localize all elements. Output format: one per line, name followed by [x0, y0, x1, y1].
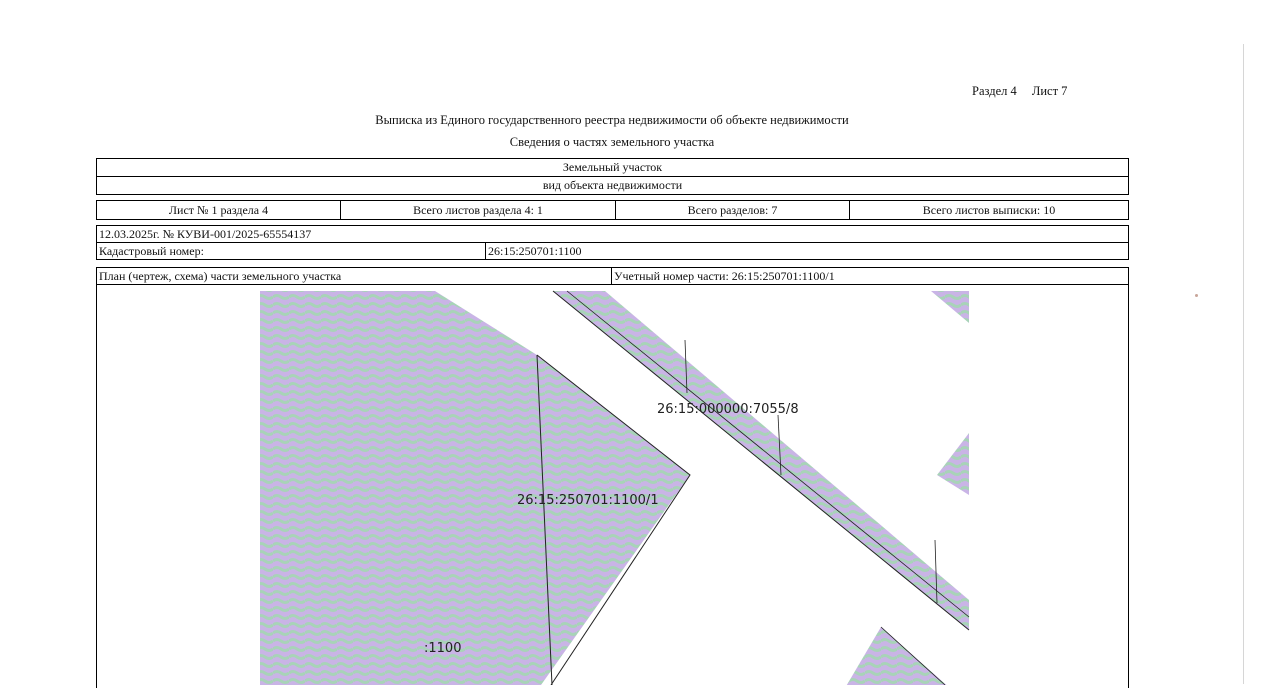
- road-label: 26:15:000000:7055/8: [657, 402, 799, 417]
- plan-drawing: [97, 285, 1128, 685]
- page-edge-line: [1243, 44, 1244, 684]
- document-title: Выписка из Единого государственного реестра недвижимости об объекте недвижимости: [375, 113, 849, 127]
- object-kind: вид объекта недвижимости: [542, 178, 683, 192]
- total-sheets-cell: Всего листов выписки: 10: [849, 201, 1128, 219]
- cadastral-value: 26:15:250701:1100: [485, 243, 582, 259]
- plan-map: [97, 285, 1128, 685]
- object-name: Земельный участок: [562, 160, 663, 174]
- summary-row: [96, 200, 1129, 220]
- plan-title: План (чертеж, схема) части земельного участка: [99, 269, 342, 283]
- total-sections-cell: Всего разделов: 7: [615, 201, 849, 219]
- sheet-number: Лист 7: [1031, 84, 1068, 98]
- record-date-number: 12.03.2025г. № КУВИ-001/2025-65554137: [99, 227, 312, 241]
- sheet-number-cell: Лист № 1 раздела 4: [168, 203, 269, 217]
- neighbour-fragment-top: [931, 291, 969, 323]
- plan-box: [96, 267, 1129, 688]
- section-sheet-label: [972, 84, 1067, 99]
- record-box: [96, 225, 1129, 260]
- neighbour-fragment-bottom: [835, 627, 969, 685]
- scan-speck: [1195, 294, 1198, 297]
- cadastral-label: Кадастровый номер:: [99, 244, 204, 258]
- neighbour-fragment-mid: [937, 433, 969, 495]
- plan-part-number: Учетный номер части: 26:15:250701:1100/1: [611, 268, 835, 284]
- document-subtitle: Сведения о частях земельного участка: [509, 135, 715, 149]
- sheets-in-section-cell: Всего листов раздела 4: 1: [340, 201, 615, 219]
- section-number: Раздел 4: [972, 84, 1017, 98]
- part-label: 26:15:250701:1100/1: [517, 493, 659, 508]
- parcel-label: :1100: [424, 641, 462, 656]
- object-box: [96, 158, 1129, 195]
